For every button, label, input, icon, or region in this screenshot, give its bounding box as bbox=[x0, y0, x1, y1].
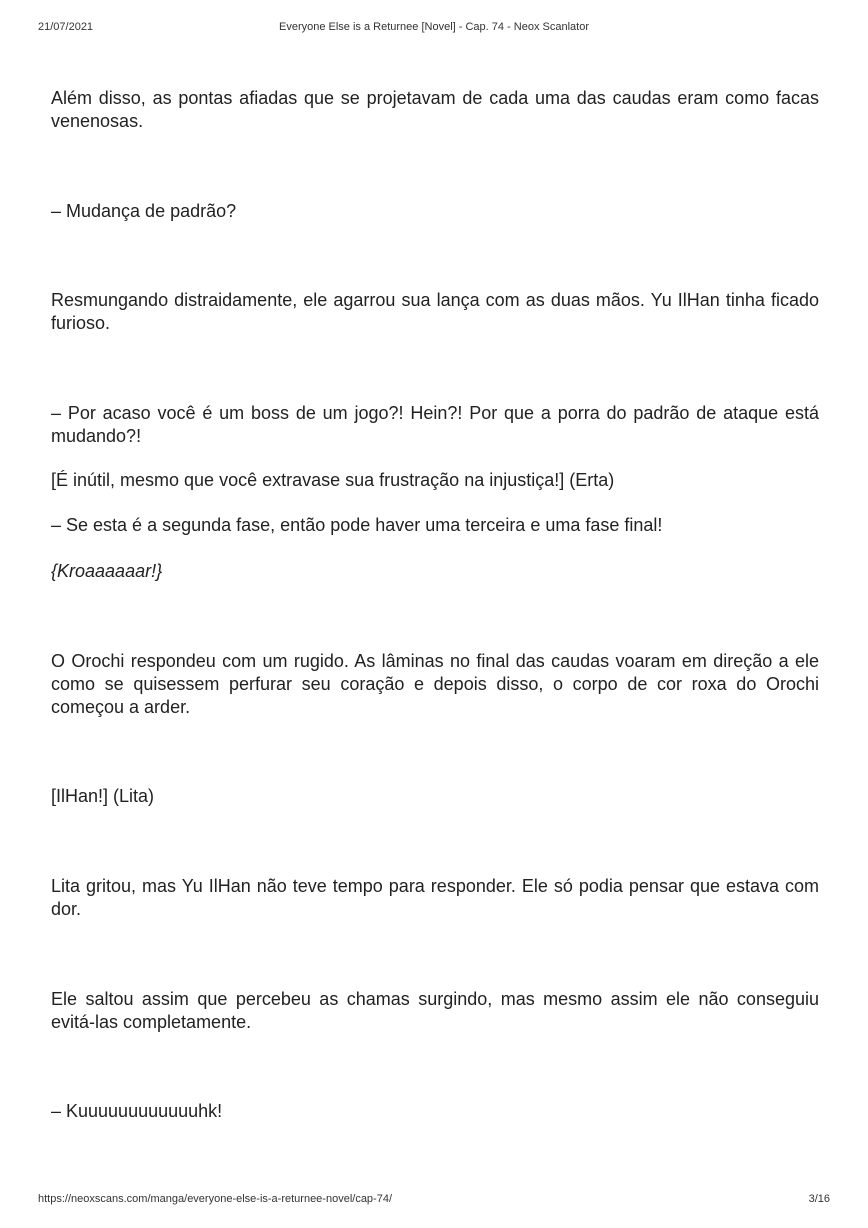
paragraph: O Orochi respondeu com um rugido. As lâminas no final das caudas voaram em direção a ele como se quisessem perfurar seu coração e depois disso, o corpo de cor roxa do Orochi começou a arder. bbox=[51, 651, 819, 717]
paragraph: Lita gritou, mas Yu IlHan não teve tempo para responder. Ele só podia pensar que estava com dor. bbox=[51, 876, 819, 919]
paragraph: – Kuuuuuuuuuuuuhk! bbox=[51, 1101, 223, 1121]
paragraph: Além disso, as pontas afiadas que se projetavam de cada uma das caudas eram como facas venenosas. bbox=[51, 88, 819, 131]
paragraph: – Mudança de padrão? bbox=[51, 201, 237, 221]
paragraph: [IlHan!] (Lita) bbox=[51, 786, 155, 806]
paragraph: {Kroaaaaaar!} bbox=[51, 561, 163, 581]
paragraph: Resmungando distraidamente, ele agarrou sua lança com as duas mãos. Yu IlHan tinha ficado furioso. bbox=[51, 290, 819, 333]
page-url: https://neoxscans.com/manga/everyone-else-is-a-returnee-novel/cap-74/ bbox=[38, 1193, 393, 1205]
paragraph: [É inútil, mesmo que você extravase sua frustração na injustiça!] (Erta) bbox=[51, 470, 615, 490]
page-number: 3/16 bbox=[808, 1193, 830, 1205]
paragraph: Ele saltou assim que percebeu as chamas surgindo, mas mesmo assim ele não conseguiu evitá-las completamente. bbox=[51, 989, 819, 1032]
paragraph: – Se esta é a segunda fase, então pode haver uma terceira e uma fase final! bbox=[51, 515, 663, 535]
paragraph: – Por acaso você é um boss de um jogo?! Hein?! Por que a porra do padrão de ataque está mudando?! bbox=[51, 403, 819, 446]
print-date: 21/07/2021 bbox=[38, 21, 94, 33]
page-title: Everyone Else is a Returnee [Novel] - Cap. 74 - Neox Scanlator bbox=[279, 21, 589, 33]
